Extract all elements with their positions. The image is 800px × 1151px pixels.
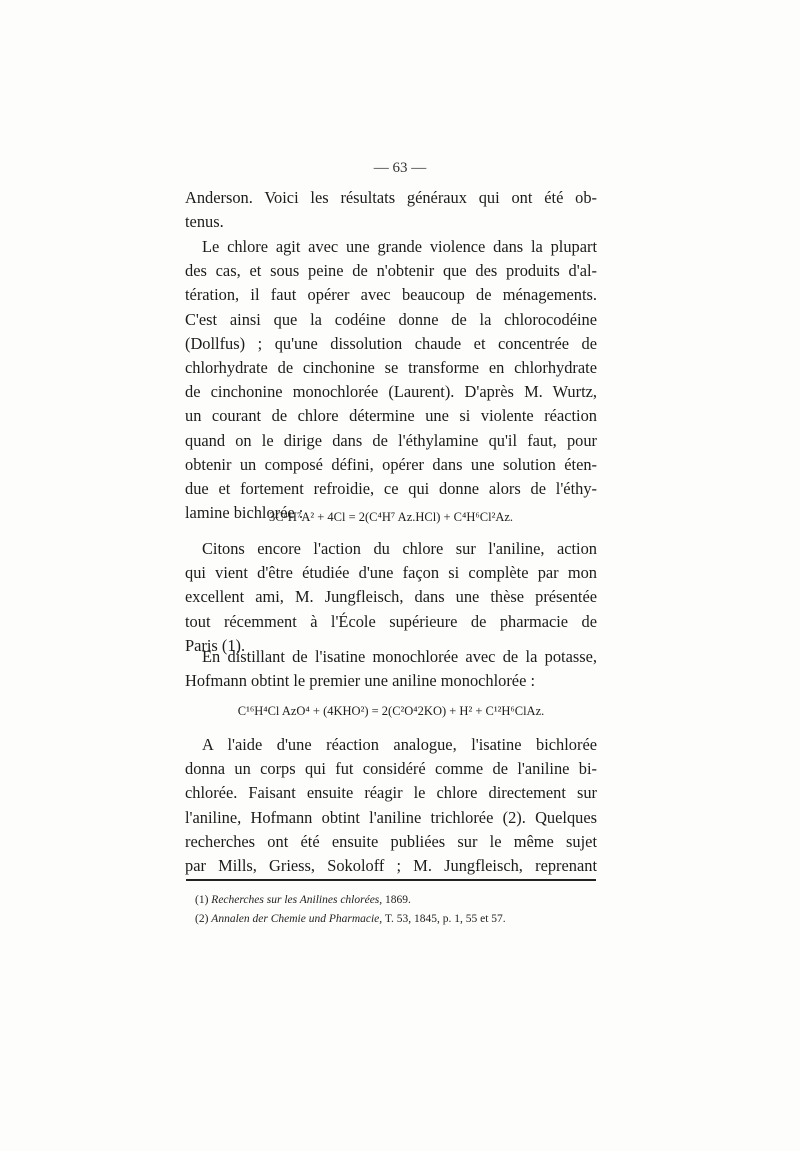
text-line: Citons encore l'action du chlore sur l'aniline, action <box>202 539 597 558</box>
text-line: tération, il faut opérer avec beaucoup de ménagements. <box>185 285 597 305</box>
text-line: quand on le dirige dans de l'éthylamine qu'il faut, pour <box>185 430 597 450</box>
footnote-2 <box>195 913 506 925</box>
text-line: recherches ont été ensuite publiées sur le même sujet <box>185 831 597 851</box>
text-line: due et fortement refroidie, ce qui donne alors de l'éthy- <box>185 478 597 498</box>
text-line: qui vient d'être étudiée d'une façon si complète par mon <box>185 563 597 583</box>
paragraph-1 <box>185 186 597 234</box>
text-line: un courant de chlore détermine une si violente réaction <box>185 406 597 426</box>
text-line: par Mills, Griess, Sokoloff ; M. Jungfleisch, reprenant <box>185 855 597 875</box>
text-line: Le chlore agit avec une grande violence dans la plupart <box>202 237 597 256</box>
footnote-detail: 1869. <box>382 894 411 906</box>
text-line: obtenir un composé défini, opérer dans une solution éten- <box>185 454 597 474</box>
paragraph-3 <box>185 537 597 658</box>
footnote-number: (2) <box>195 913 209 925</box>
text-line: donna un corps qui fut considéré comme de l'aniline bi- <box>185 759 597 779</box>
formula-isatine: C¹⁶H⁴Cl AzO⁴ + (4KHO²) = 2(C²O⁴2KO) + H² + C¹²H⁶ClAz. <box>237 704 545 718</box>
footnote-1 <box>195 894 411 906</box>
text-line: En distillant de l'isatine monochlorée avec de la potasse, <box>202 647 597 666</box>
footnote-number: (1) <box>195 894 209 906</box>
text-line: Hofmann obtint le premier une aniline monochlorée : <box>185 671 536 691</box>
text-line: tout récemment à l'École supérieure de pharmacie de <box>185 611 597 631</box>
text-line: C'est ainsi que la codéine donne de la chlorocodéine <box>185 309 597 329</box>
text-line: des cas, et sous peine de n'obtenir que des produits d'al- <box>185 261 597 281</box>
text-line: A l'aide d'une réaction analogue, l'isatine bichlorée <box>202 735 597 754</box>
footnote-title: Recherches sur les Anilines chlorées, <box>211 894 383 906</box>
paragraph-5 <box>185 733 597 878</box>
text-line: Paris (1). <box>185 635 246 655</box>
footnote-detail: T. 53, 1845, p. 1, 55 et 57. <box>382 913 506 925</box>
paragraph-4 <box>185 645 597 693</box>
footnote-rule <box>186 879 596 881</box>
text-line: chlorhydrate de cinchonine se transforme en chlorhydrate <box>185 357 597 377</box>
text-line: de cinchonine monochlorée (Laurent). D'après M. Wurtz, <box>185 382 597 402</box>
text-line: (Dollfus) ; qu'une dissolution chaude et concentrée de <box>185 333 597 353</box>
text-line: tenus. <box>185 212 224 232</box>
text-line: excellent ami, M. Jungfleisch, dans une thèse présentée <box>185 587 597 607</box>
page-number: — 63 — <box>373 160 427 176</box>
text-line: chlorée. Faisant ensuite réagir le chlore directement sur <box>185 783 597 803</box>
text-line: lamine bichlorée : <box>185 503 304 523</box>
text-line: l'aniline, Hofmann obtint l'aniline trichlorée (2). Quelques <box>185 807 597 827</box>
paragraph-2 <box>185 235 597 525</box>
footnote-title: Annalen der Chemie und Pharmacie, <box>211 913 383 925</box>
formula-ethylamine: 3C⁴H⁷A² + 4Cl = 2(C⁴H⁷ Az.HCl) + C⁴H⁶Cl²Az. <box>268 510 514 524</box>
text-line: Anderson. Voici les résultats généraux qui ont été ob- <box>185 188 597 207</box>
